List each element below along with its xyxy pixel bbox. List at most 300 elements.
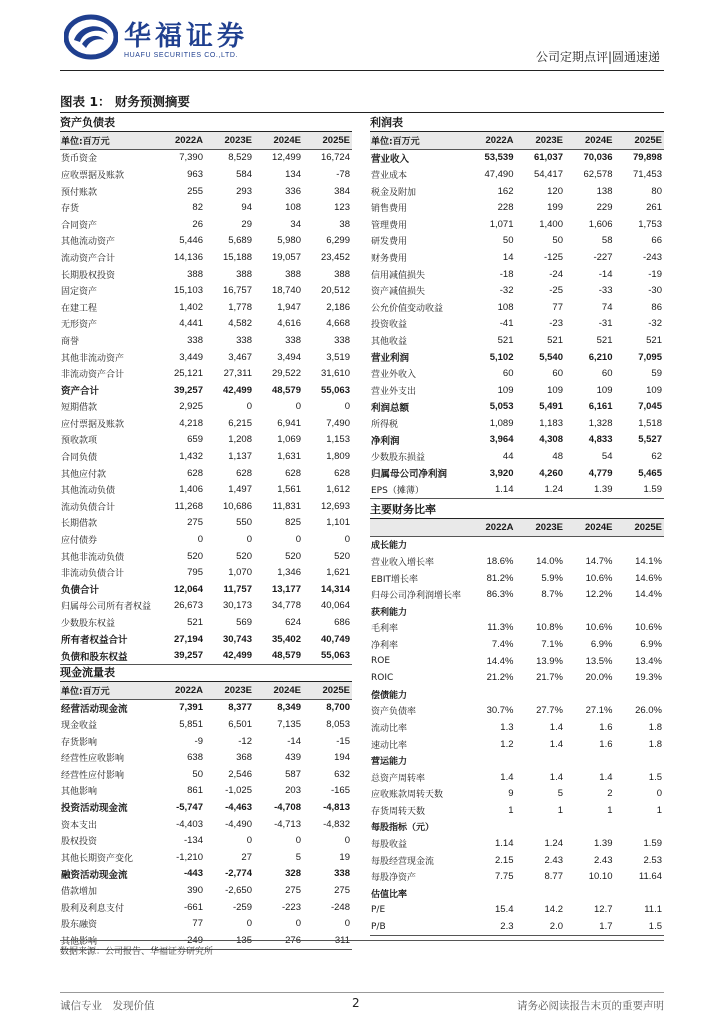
cell-value: 1.4: [549, 738, 563, 750]
cell-value: -227: [593, 251, 613, 263]
cell-value: 16,757: [222, 285, 252, 297]
row-label: 长期借款: [61, 519, 98, 530]
table-row: [60, 515, 352, 532]
income-statement-section: [370, 115, 664, 499]
cell-value: 1,612: [326, 484, 350, 496]
row-label: 少数股东权益: [61, 619, 116, 630]
cell-value: 1.24: [544, 838, 563, 850]
cell-value: 12,064: [173, 583, 203, 595]
table-row: [370, 282, 664, 299]
table-row: [60, 915, 352, 932]
cell-value: 8,529: [228, 152, 252, 164]
table-row: [370, 736, 664, 753]
table-header-row: [60, 682, 352, 699]
row-label: 净利率: [371, 640, 399, 651]
row-label: 股东融资: [61, 920, 98, 931]
cell-value: 34: [290, 218, 301, 230]
cell-value: 40,064: [320, 600, 350, 612]
table-row: [370, 149, 664, 166]
cell-value: 47,490: [484, 168, 514, 180]
cell-value: 0: [197, 534, 203, 546]
row-label: 管理费用: [371, 220, 408, 231]
row-label: 现金收益: [61, 720, 98, 731]
year-header: 2022A: [156, 132, 205, 149]
cell-value: 15,188: [222, 251, 252, 263]
cell-value: 13.9%: [536, 655, 563, 667]
cell-value: 368: [236, 752, 252, 764]
cell-value: -32: [648, 318, 662, 330]
cell-value: 4,218: [179, 417, 203, 429]
cell-value: 27: [241, 851, 252, 863]
row-label: 净利润: [371, 435, 400, 447]
cell-value: 1.4: [500, 771, 514, 783]
cell-value: 275: [334, 884, 350, 896]
row-label: 资产负债率: [371, 707, 417, 718]
row-label: 存货影响: [61, 737, 98, 748]
row-label: ROE: [371, 656, 391, 667]
cell-value: 2,186: [326, 301, 350, 313]
cell-value: 14.1%: [635, 555, 662, 567]
header-divider: [60, 70, 664, 71]
group-heading-row: [370, 752, 664, 769]
group-heading-row: [370, 885, 664, 902]
cell-value: [615, 603, 665, 620]
row-label: EPS（摊薄）: [370, 481, 466, 498]
row-label: 经营性应付影响: [61, 770, 125, 781]
cell-value: 520: [285, 550, 301, 562]
cell-value: 18,740: [271, 285, 301, 297]
cell-value: 0: [344, 918, 350, 930]
cell-value: -19: [648, 268, 662, 280]
row-label: 借款增加: [61, 886, 98, 897]
row-label: 商誉: [61, 336, 80, 347]
cell-value: 3,519: [326, 351, 350, 363]
cell-value: 53,539: [484, 152, 514, 164]
cell-value: 628: [334, 467, 350, 479]
cell-value: 16,724: [320, 152, 350, 164]
cell-value: 18.6%: [486, 555, 514, 567]
cell-value: 0: [246, 534, 252, 546]
row-label: 成长能力: [371, 541, 408, 552]
cell-value: 1.6: [599, 738, 613, 750]
row-label: 利润总额: [371, 402, 410, 414]
cell-value: 2: [607, 788, 613, 800]
cell-value: 1,400: [539, 218, 563, 230]
cell-value: 27,311: [223, 368, 252, 380]
company-logo: [64, 12, 274, 66]
cell-value: 14.7%: [585, 555, 613, 567]
year-header: 2023E: [516, 132, 566, 149]
table-row: [60, 382, 352, 399]
cell-value: 42,499: [222, 384, 252, 396]
footer-divider: [60, 992, 664, 993]
cell-value: 123: [334, 202, 350, 214]
row-label: P/B: [370, 918, 466, 935]
cell-value: -33: [598, 285, 613, 297]
cell-value: -23: [549, 318, 563, 330]
cell-value: 520: [187, 550, 203, 562]
cell-value: 4,779: [588, 467, 613, 479]
table-row: [60, 399, 352, 416]
row-label: 每股指标（元）: [371, 823, 435, 834]
cell-value: 44: [502, 451, 514, 463]
cell-value: -14: [287, 735, 301, 747]
cell-value: 77: [552, 301, 563, 313]
unit-label: 单位:百万元: [370, 132, 466, 149]
row-label: 经营性应收影响: [61, 754, 125, 765]
cell-value: 13.5%: [585, 655, 613, 667]
cell-value: [466, 885, 516, 902]
table-row: [60, 249, 352, 266]
cell-value: [565, 752, 615, 769]
table-row: [370, 365, 664, 382]
table-row: [370, 266, 664, 283]
cell-value: 439: [285, 752, 301, 764]
table-row: [60, 647, 352, 664]
row-label: 信用减值损失: [371, 270, 426, 281]
cell-value: 5: [557, 788, 563, 800]
table-row: [60, 282, 352, 299]
row-label: 非流动资产合计: [61, 370, 125, 381]
cell-value: 1,809: [326, 451, 350, 463]
cell-value: 338: [285, 334, 301, 346]
cell-value: [615, 686, 665, 703]
row-label: 其他非流动资产: [61, 353, 125, 364]
cell-value: -25: [549, 285, 563, 297]
cell-value: 54,417: [533, 168, 563, 180]
cell-value: 7.1%: [541, 638, 563, 650]
table-row: [370, 852, 664, 869]
cell-value: 38: [339, 218, 350, 230]
table-row: [60, 531, 352, 548]
table-row: [370, 332, 664, 349]
cell-value: [615, 819, 665, 836]
cell-value: 390: [187, 884, 203, 896]
cell-value: 1.24: [516, 481, 566, 498]
cell-value: 5,053: [489, 401, 514, 413]
cell-value: 109: [646, 384, 662, 396]
cell-value: 11.1: [644, 904, 662, 916]
table-row: [370, 349, 664, 366]
year-header: 2024E: [254, 682, 303, 699]
row-label: 少数股东损益: [371, 453, 426, 464]
cell-value: 60: [552, 368, 563, 380]
cell-value: 40,749: [320, 633, 350, 645]
group-heading-row: [370, 603, 664, 620]
table-header-row: [370, 132, 664, 149]
cell-value: 11.64: [638, 871, 662, 883]
table-row: [60, 465, 352, 482]
cell-value: 55,063: [320, 384, 350, 396]
row-label: 在建工程: [61, 303, 98, 314]
cell-value: 60: [601, 368, 613, 380]
cell-value: 14: [502, 251, 514, 263]
cell-value: 276: [254, 932, 303, 949]
cell-value: 4,616: [277, 318, 301, 330]
cell-value: [516, 603, 566, 620]
cell-value: 8.77: [544, 871, 563, 883]
row-label: 税金及附加: [371, 187, 417, 198]
row-label: 应付债券: [61, 536, 98, 547]
cell-value: 5,851: [179, 718, 203, 730]
row-label: 预收款项: [61, 436, 98, 447]
table-row: [370, 382, 664, 399]
cell-value: 1: [607, 804, 613, 816]
row-label: 长期股权投资: [61, 270, 116, 281]
cell-value: [466, 536, 516, 553]
cell-value: 71,453: [632, 168, 662, 180]
cell-value: 0: [344, 835, 350, 847]
cell-value: 11.3%: [487, 622, 514, 634]
row-label: 经营活动现金流: [61, 703, 128, 715]
cell-value: 1.14: [466, 481, 516, 498]
cell-value: 659: [187, 434, 203, 446]
table-row: [370, 918, 664, 935]
row-label: 其他流动资产: [61, 237, 116, 248]
table-row: [370, 432, 664, 449]
cell-value: [615, 536, 665, 553]
year-header: 2025E: [615, 132, 665, 149]
income-statement-table: [370, 132, 664, 499]
cell-value: [516, 752, 566, 769]
cell-value: 1,497: [228, 484, 252, 496]
table-row: [60, 199, 352, 216]
row-label: 负债和股东权益: [60, 647, 156, 664]
cell-value: 1.2: [500, 738, 514, 750]
cell-value: 1,101: [326, 517, 350, 529]
cell-value: 1.8: [648, 721, 662, 733]
cell-value: 388: [334, 268, 350, 280]
data-source: 数据来源：公司报告、华福证券研究所: [60, 947, 214, 957]
row-label: 偿债能力: [371, 690, 408, 701]
table-row: [370, 653, 664, 670]
cell-value: 8.7%: [541, 589, 563, 601]
cell-value: 7,391: [179, 702, 203, 714]
cell-value: -165: [330, 785, 350, 797]
cell-value: 13,177: [271, 583, 301, 595]
cell-value: 0: [344, 534, 350, 546]
table-row: [370, 199, 664, 216]
cell-value: 0: [295, 401, 301, 413]
footer-slogan: 诚信专业 发现价值: [60, 1000, 155, 1012]
cell-value: 628: [236, 467, 252, 479]
cell-value: 1: [508, 804, 514, 816]
cell-value: 0: [656, 788, 662, 800]
cell-value: 77: [192, 918, 203, 930]
cell-value: 14.4%: [635, 589, 662, 601]
cell-value: 0: [295, 918, 301, 930]
cell-value: 11,757: [223, 583, 252, 595]
cell-value: -30: [648, 285, 662, 297]
cell-value: 0: [295, 534, 301, 546]
cell-value: 14.4%: [486, 655, 514, 667]
row-label: 其他收益: [371, 336, 408, 347]
cell-value: 4,668: [326, 318, 350, 330]
cell-value: 4,441: [179, 318, 203, 330]
year-header: 2023E: [205, 132, 254, 149]
cell-value: 14.6%: [635, 572, 662, 584]
cell-value: 275: [187, 517, 203, 529]
cell-value: -2,650: [225, 884, 252, 896]
cell-value: -248: [330, 901, 350, 913]
year-header: 2025E: [303, 682, 352, 699]
cell-value: 388: [236, 268, 252, 280]
cell-value: 74: [601, 301, 613, 313]
cell-value: 50: [552, 235, 563, 247]
ratios-table: [370, 519, 664, 936]
cell-value: 30.7%: [486, 705, 514, 717]
cell-value: 8,349: [277, 702, 301, 714]
cell-value: 108: [285, 202, 301, 214]
table-row: [60, 166, 352, 183]
cell-value: 12,693: [320, 500, 350, 512]
logo-text-en: HUAFU SECURITIES CO.,LTD.: [124, 52, 239, 59]
cell-value: -31: [598, 318, 613, 330]
cell-value: 10,686: [222, 500, 252, 512]
cell-value: 27,194: [173, 633, 203, 645]
row-label: 投资活动现金流: [61, 803, 128, 815]
cell-value: 59: [651, 368, 662, 380]
table-row: [60, 332, 352, 349]
cell-value: 109: [497, 384, 514, 396]
cell-value: 0: [246, 401, 252, 413]
cell-value: 5,540: [539, 351, 563, 363]
cell-value: -78: [336, 168, 350, 180]
cell-value: 50: [502, 235, 514, 247]
cell-value: 520: [236, 550, 252, 562]
cell-value: 12,499: [271, 152, 301, 164]
cell-value: 338: [187, 334, 203, 346]
table-row: [60, 614, 352, 631]
cell-value: 138: [596, 185, 613, 197]
cell-value: 54: [601, 451, 613, 463]
cell-value: 199: [547, 202, 563, 214]
cell-value: 275: [285, 884, 301, 896]
row-label: 合同资产: [61, 220, 98, 231]
cell-value: 1.39: [565, 481, 615, 498]
table-row: [60, 799, 352, 816]
cell-value: 795: [187, 567, 203, 579]
table-header-row: [370, 519, 664, 536]
cell-value: 1.5: [648, 771, 662, 783]
cell-value: [516, 885, 566, 902]
cell-value: -4,490: [225, 818, 252, 830]
table-header-row: [60, 132, 352, 149]
table-row: [370, 249, 664, 266]
cell-value: 15,103: [173, 285, 203, 297]
cell-value: 21.7%: [536, 672, 563, 684]
cash-flow-title: 现金流量表: [60, 665, 352, 682]
year-header: 2025E: [303, 132, 352, 149]
cell-value: 825: [285, 517, 301, 529]
table-row: [370, 835, 664, 852]
cell-value: [565, 885, 615, 902]
year-header: 2022A: [156, 682, 205, 699]
row-label: 营业收入: [371, 153, 410, 165]
row-label: 研发费用: [371, 237, 408, 248]
cell-value: 1,947: [277, 301, 301, 313]
cell-value: 3,964: [489, 434, 514, 446]
logo-text-cn: 华福证券: [124, 21, 248, 52]
cell-value: [466, 819, 516, 836]
cell-value: 11,268: [174, 500, 203, 512]
cell-value: [466, 603, 516, 620]
cell-value: 521: [596, 334, 613, 346]
cell-value: 5,689: [228, 235, 252, 247]
cell-value: [516, 686, 566, 703]
year-header: 2023E: [205, 682, 254, 699]
cell-value: 8,377: [228, 702, 252, 714]
cell-value: 2.0: [516, 918, 566, 935]
year-header: 2024E: [565, 519, 615, 536]
cell-value: -4,832: [323, 818, 350, 830]
row-label: 投资收益: [371, 320, 408, 331]
cell-value: 550: [236, 517, 252, 529]
table-row: [370, 669, 664, 686]
row-label: 营运能力: [371, 757, 408, 768]
cell-value: 1,606: [588, 218, 613, 230]
report-type: 公司定期点评|圆通速递: [535, 50, 660, 64]
cell-value: 1,069: [277, 434, 301, 446]
cell-value: 628: [285, 467, 301, 479]
year-header: 2024E: [565, 132, 615, 149]
cell-value: 80: [651, 185, 662, 197]
table-row: [370, 166, 664, 183]
cell-value: 82: [192, 202, 203, 214]
cell-value: 1,518: [638, 417, 662, 429]
unit-label: [370, 519, 466, 536]
table-row: [370, 233, 664, 250]
cell-value: 48,579: [254, 647, 303, 664]
cell-value: 2.15: [495, 854, 514, 866]
table-row: [370, 415, 664, 432]
cell-value: 42,499: [205, 647, 254, 664]
cell-value: 1,328: [588, 417, 613, 429]
cell-value: 6,210: [588, 351, 613, 363]
cell-value: 12.2%: [585, 589, 613, 601]
cell-value: 632: [334, 768, 350, 780]
cell-value: 8,700: [326, 702, 350, 714]
table-row: [60, 233, 352, 250]
cell-value: 26: [192, 218, 203, 230]
cell-value: -15: [336, 735, 350, 747]
table-row: [60, 266, 352, 283]
cell-value: 1,183: [539, 417, 563, 429]
cell-value: 29,522: [271, 368, 301, 380]
cell-value: 7,095: [638, 351, 662, 363]
row-label: 总资产周转率: [371, 773, 426, 784]
cell-value: 203: [285, 785, 301, 797]
table-row: [370, 299, 664, 316]
table-row: [60, 749, 352, 766]
row-label: 存货周转天数: [371, 806, 426, 817]
row-label: 其他长期资产变化: [61, 853, 134, 864]
cell-value: -223: [281, 901, 301, 913]
table-row: [370, 620, 664, 637]
row-label: 所得税: [371, 419, 399, 430]
table-row: [60, 631, 352, 648]
cell-value: 1: [557, 804, 563, 816]
cell-value: 194: [334, 752, 350, 764]
row-label: 归母公司净利润增长率: [371, 591, 462, 602]
cell-value: 6.9%: [640, 638, 662, 650]
cell-value: -12: [238, 735, 252, 747]
row-label: 无形资产: [61, 320, 98, 331]
cell-value: -243: [642, 251, 662, 263]
row-label: 财务费用: [371, 253, 408, 264]
cell-value: 3,449: [179, 351, 203, 363]
cell-value: 66: [651, 235, 662, 247]
